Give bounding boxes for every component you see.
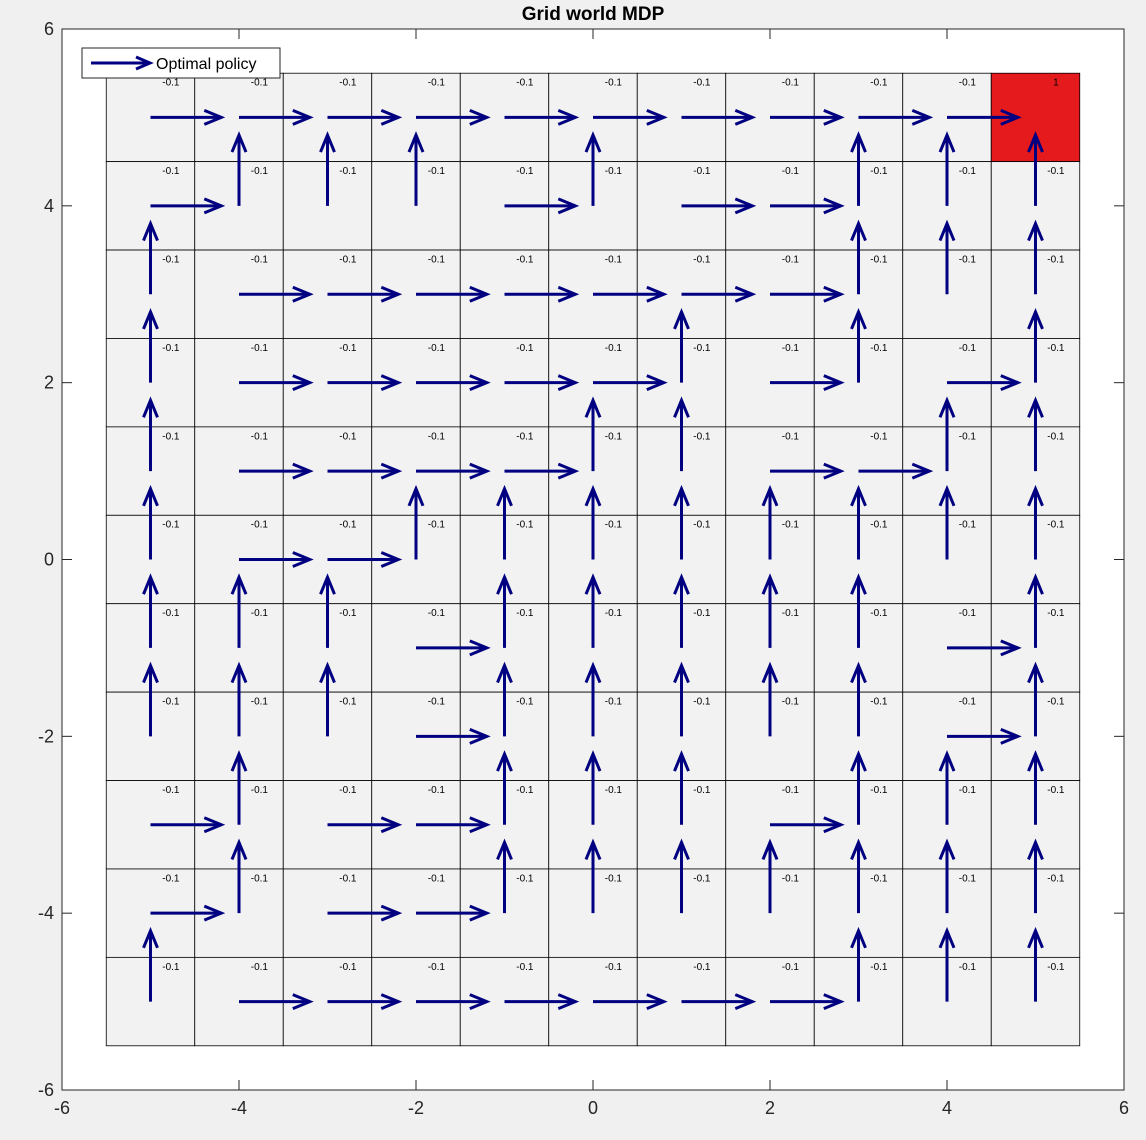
reward-label: -0.1 xyxy=(516,961,534,973)
reward-label: -0.1 xyxy=(781,873,799,885)
y-tick-label: 4 xyxy=(43,195,54,216)
reward-label: -0.1 xyxy=(958,696,976,708)
reward-label: -0.1 xyxy=(250,696,268,708)
x-tick-label: -2 xyxy=(407,1098,425,1118)
legend-label: Optimal policy xyxy=(156,56,257,73)
reward-label: -0.1 xyxy=(516,166,534,178)
y-tick-label: -6 xyxy=(37,1080,54,1100)
reward-label: -0.1 xyxy=(870,784,888,796)
reward-label: -0.1 xyxy=(958,608,976,620)
reward-label: -0.1 xyxy=(781,784,799,796)
reward-label: -0.1 xyxy=(604,519,622,531)
reward-label: -0.1 xyxy=(1047,342,1065,354)
reward-label: -0.1 xyxy=(958,342,976,354)
y-tick-label: -4 xyxy=(37,903,54,924)
reward-label: -0.1 xyxy=(781,166,799,178)
reward-label: -0.1 xyxy=(427,873,445,885)
reward-label: 1 xyxy=(1053,77,1059,89)
reward-label: -0.1 xyxy=(870,873,888,885)
reward-label: -0.1 xyxy=(339,431,357,443)
reward-label: -0.1 xyxy=(781,77,799,89)
reward-label: -0.1 xyxy=(781,519,799,531)
reward-label: -0.1 xyxy=(339,77,357,89)
reward-label: -0.1 xyxy=(604,873,622,885)
reward-label: -0.1 xyxy=(339,696,357,708)
reward-label: -0.1 xyxy=(427,961,445,973)
reward-label: -0.1 xyxy=(604,431,622,443)
reward-label: -0.1 xyxy=(604,166,622,178)
reward-label: -0.1 xyxy=(516,608,534,620)
reward-label: -0.1 xyxy=(162,431,180,443)
legend xyxy=(82,48,280,78)
reward-label: -0.1 xyxy=(162,608,180,620)
reward-label: -0.1 xyxy=(958,254,976,266)
reward-label: -0.1 xyxy=(693,166,711,178)
x-tick-label: 0 xyxy=(587,1098,599,1118)
reward-label: -0.1 xyxy=(781,696,799,708)
y-tick-label: -2 xyxy=(37,726,54,747)
y-tick-label: 6 xyxy=(43,19,54,39)
reward-label: -0.1 xyxy=(604,77,622,89)
reward-label: -0.1 xyxy=(516,519,534,531)
reward-label: -0.1 xyxy=(1047,166,1065,178)
reward-label: -0.1 xyxy=(516,784,534,796)
reward-label: -0.1 xyxy=(250,608,268,620)
reward-label: -0.1 xyxy=(781,431,799,443)
reward-label: -0.1 xyxy=(339,961,357,973)
reward-label: -0.1 xyxy=(693,608,711,620)
reward-label: -0.1 xyxy=(250,519,268,531)
reward-label: -0.1 xyxy=(604,254,622,266)
reward-label: -0.1 xyxy=(339,254,357,266)
reward-label: -0.1 xyxy=(604,696,622,708)
reward-label: -0.1 xyxy=(870,696,888,708)
reward-label: -0.1 xyxy=(427,696,445,708)
reward-label: -0.1 xyxy=(250,166,268,178)
reward-label: -0.1 xyxy=(958,873,976,885)
reward-label: -0.1 xyxy=(162,519,180,531)
reward-label: -0.1 xyxy=(693,519,711,531)
reward-label: -0.1 xyxy=(162,342,180,354)
reward-label: -0.1 xyxy=(516,873,534,885)
reward-label: -0.1 xyxy=(250,784,268,796)
reward-label: -0.1 xyxy=(604,608,622,620)
reward-label: -0.1 xyxy=(250,873,268,885)
reward-label: -0.1 xyxy=(693,784,711,796)
reward-label: -0.1 xyxy=(516,77,534,89)
reward-label: -0.1 xyxy=(162,166,180,178)
y-tick-label: 2 xyxy=(43,372,54,393)
reward-label: -0.1 xyxy=(870,519,888,531)
reward-label: -0.1 xyxy=(958,519,976,531)
reward-label: -0.1 xyxy=(250,431,268,443)
reward-label: -0.1 xyxy=(781,254,799,266)
reward-label: -0.1 xyxy=(870,77,888,89)
x-tick-label: 2 xyxy=(764,1098,776,1118)
reward-label: -0.1 xyxy=(250,961,268,973)
reward-label: -0.1 xyxy=(1047,519,1065,531)
reward-label: -0.1 xyxy=(516,431,534,443)
reward-label: -0.1 xyxy=(604,961,622,973)
reward-label: -0.1 xyxy=(516,342,534,354)
reward-label: -0.1 xyxy=(427,784,445,796)
reward-label: -0.1 xyxy=(427,254,445,266)
reward-label: -0.1 xyxy=(1047,254,1065,266)
x-tick-label: -6 xyxy=(53,1098,71,1118)
reward-label: -0.1 xyxy=(516,254,534,266)
reward-label: -0.1 xyxy=(339,873,357,885)
reward-label: -0.1 xyxy=(958,77,976,89)
reward-label: -0.1 xyxy=(516,696,534,708)
reward-label: -0.1 xyxy=(427,431,445,443)
reward-label: -0.1 xyxy=(781,961,799,973)
reward-label: -0.1 xyxy=(958,784,976,796)
x-tick-label: -4 xyxy=(230,1098,248,1118)
reward-label: -0.1 xyxy=(250,342,268,354)
reward-label: -0.1 xyxy=(339,166,357,178)
reward-label: -0.1 xyxy=(162,696,180,708)
reward-label: -0.1 xyxy=(870,342,888,354)
reward-label: -0.1 xyxy=(1047,696,1065,708)
reward-label: -0.1 xyxy=(427,608,445,620)
reward-label: -0.1 xyxy=(693,961,711,973)
reward-label: -0.1 xyxy=(781,608,799,620)
reward-label: -0.1 xyxy=(870,254,888,266)
x-tick-label: 6 xyxy=(1118,1098,1130,1118)
reward-label: -0.1 xyxy=(958,431,976,443)
reward-label: -0.1 xyxy=(339,342,357,354)
reward-label: -0.1 xyxy=(162,77,180,89)
y-tick-label: 0 xyxy=(43,549,54,570)
reward-label: -0.1 xyxy=(427,166,445,178)
reward-label: -0.1 xyxy=(250,77,268,89)
reward-label: -0.1 xyxy=(1047,431,1065,443)
x-tick-label: 4 xyxy=(941,1098,953,1118)
chart-title: Grid world MDP xyxy=(521,4,665,25)
reward-label: -0.1 xyxy=(781,342,799,354)
reward-label: -0.1 xyxy=(958,961,976,973)
reward-label: -0.1 xyxy=(693,873,711,885)
reward-label: -0.1 xyxy=(604,784,622,796)
reward-label: -0.1 xyxy=(958,166,976,178)
reward-label: -0.1 xyxy=(339,784,357,796)
reward-label: -0.1 xyxy=(339,519,357,531)
reward-label: -0.1 xyxy=(1047,608,1065,620)
reward-label: -0.1 xyxy=(162,873,180,885)
reward-label: -0.1 xyxy=(604,342,622,354)
reward-label: -0.1 xyxy=(1047,873,1065,885)
reward-label: -0.1 xyxy=(1047,784,1065,796)
reward-label: -0.1 xyxy=(693,254,711,266)
reward-label: -0.1 xyxy=(427,519,445,531)
reward-label: -0.1 xyxy=(870,961,888,973)
reward-label: -0.1 xyxy=(693,77,711,89)
reward-label: -0.1 xyxy=(870,431,888,443)
reward-label: -0.1 xyxy=(427,342,445,354)
reward-label: -0.1 xyxy=(250,254,268,266)
reward-label: -0.1 xyxy=(162,254,180,266)
reward-label: -0.1 xyxy=(693,342,711,354)
reward-label: -0.1 xyxy=(693,696,711,708)
reward-label: -0.1 xyxy=(162,961,180,973)
reward-label: -0.1 xyxy=(870,166,888,178)
reward-label: -0.1 xyxy=(1047,961,1065,973)
reward-label: -0.1 xyxy=(339,608,357,620)
reward-label: -0.1 xyxy=(693,431,711,443)
reward-label: -0.1 xyxy=(427,77,445,89)
reward-label: -0.1 xyxy=(162,784,180,796)
reward-label: -0.1 xyxy=(870,608,888,620)
